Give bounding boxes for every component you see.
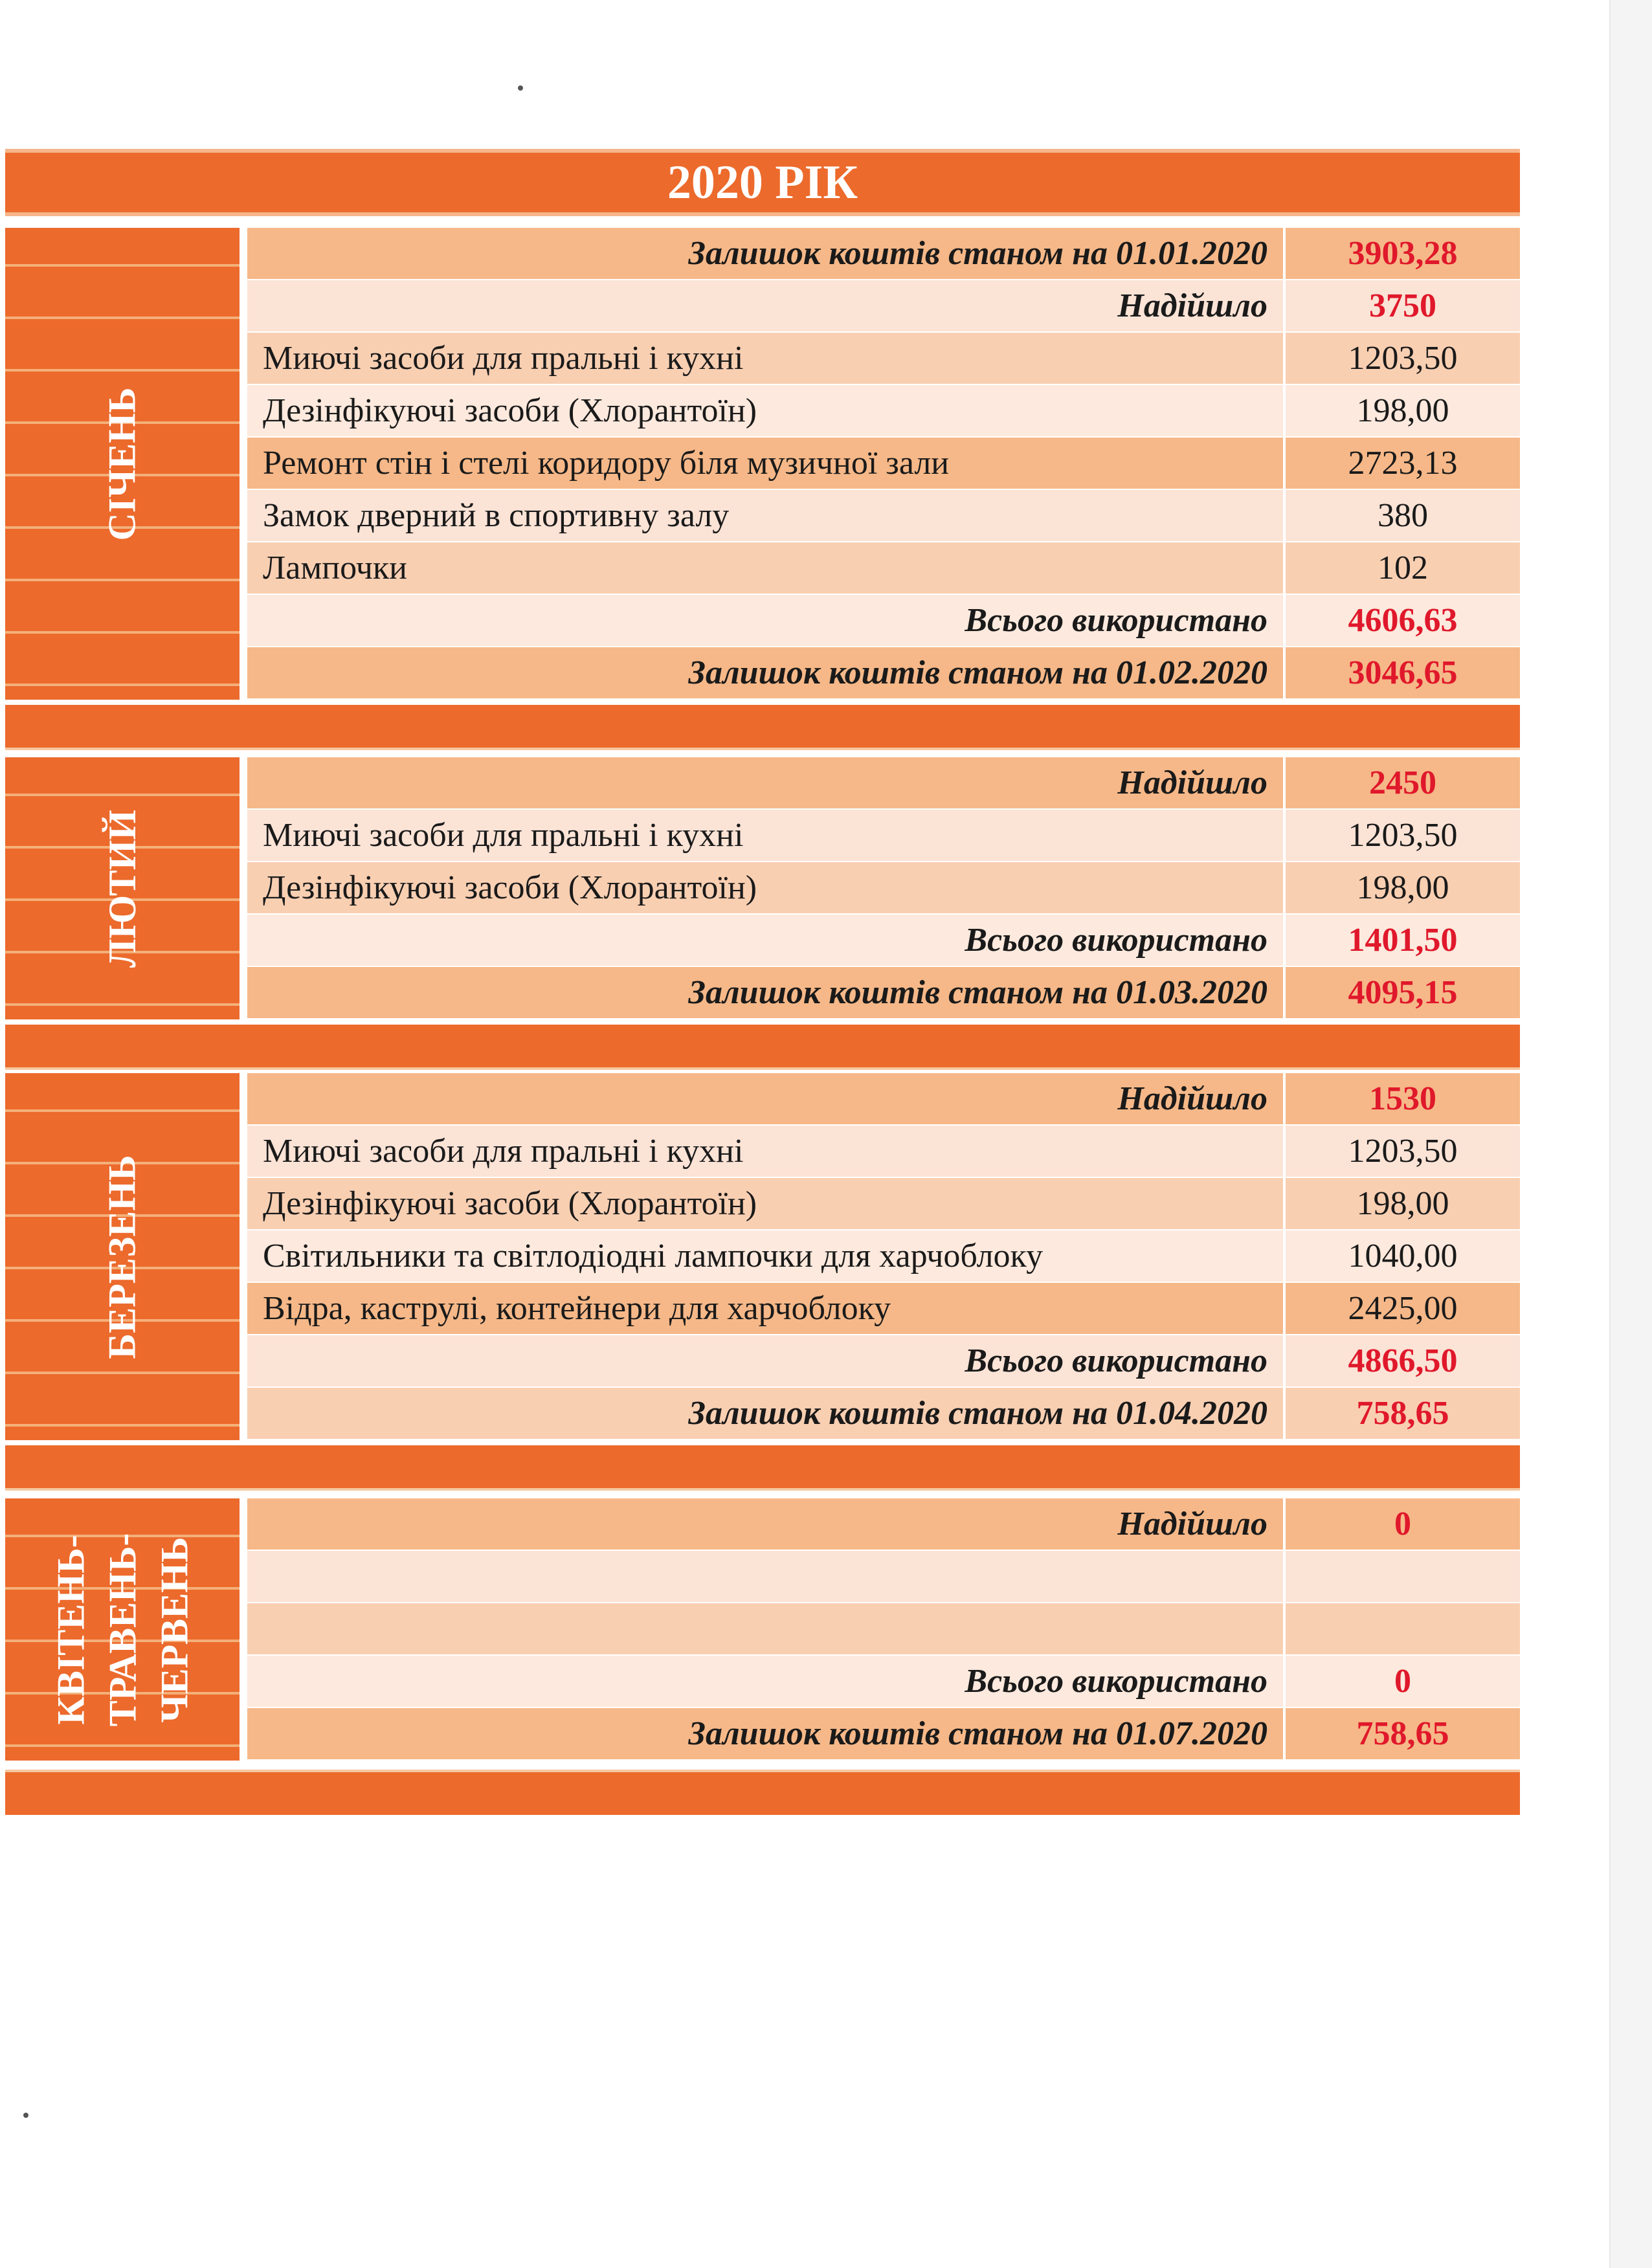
summary-row xyxy=(247,1656,1520,1708)
row-value: 1530 xyxy=(1369,1080,1436,1117)
month-cell xyxy=(5,1073,240,1440)
row-label: Дезінфікуючі засоби (Хлорантоїн) xyxy=(247,1178,1286,1229)
row-label: Ремонт стін і стелі коридору біля музичної зали xyxy=(247,438,1286,489)
row-value: 198,00 xyxy=(1356,392,1449,429)
row-value: 380 xyxy=(1378,497,1428,534)
section-divider xyxy=(5,705,1520,750)
row-label: Залишок коштів станом на 01.03.2020 xyxy=(247,967,1286,1018)
month-label: СІЧЕНЬ xyxy=(100,386,144,541)
scan-speck xyxy=(518,85,523,91)
summary-row xyxy=(247,1498,1520,1551)
row-label: Замок дверний в спортивну залу xyxy=(247,490,1286,541)
row-group xyxy=(247,1498,1520,1761)
row-value: 1203,50 xyxy=(1348,817,1458,854)
row-label: Залишок коштів станом на 01.07.2020 xyxy=(247,1708,1286,1759)
row-group xyxy=(247,1073,1520,1440)
row-value: 1203,50 xyxy=(1348,1133,1458,1170)
expense-row xyxy=(247,810,1520,862)
month-label: БЕРЕЗЕНЬ xyxy=(101,1154,144,1359)
expense-row xyxy=(247,438,1520,490)
row-label: Залишок коштів станом на 01.02.2020 xyxy=(247,647,1286,698)
row-value: 758,65 xyxy=(1356,1715,1449,1752)
expense-row xyxy=(247,1126,1520,1178)
row-value: 758,65 xyxy=(1356,1395,1449,1432)
row-value: 0 xyxy=(1394,1506,1411,1542)
row-label: Світильники та світлодіодні лампочки для харчоблоку xyxy=(247,1230,1286,1282)
summary-row xyxy=(247,1335,1520,1388)
row-value: 3046,65 xyxy=(1348,654,1458,691)
row-value: 198,00 xyxy=(1356,869,1449,906)
expense-row xyxy=(247,490,1520,542)
expense-row xyxy=(247,1551,1520,1603)
row-value xyxy=(1286,1603,1520,1654)
row-value: 0 xyxy=(1394,1663,1411,1700)
row-label: Всього використано xyxy=(247,595,1286,646)
month-cell xyxy=(5,1498,240,1761)
expense-row xyxy=(247,542,1520,595)
row-label: Надійшло xyxy=(247,757,1286,808)
summary-row xyxy=(247,915,1520,967)
row-label: Залишок коштів станом на 01.04.2020 xyxy=(247,1388,1286,1439)
expense-row xyxy=(247,862,1520,915)
expense-row xyxy=(247,333,1520,385)
expense-row xyxy=(247,385,1520,438)
month-section xyxy=(5,228,1520,700)
row-value: 4606,63 xyxy=(1348,602,1458,639)
row-label: Надійшло xyxy=(247,1073,1286,1124)
row-label: Відра, каструлі, контейнери для харчоблоку xyxy=(247,1283,1286,1334)
expense-row xyxy=(247,1283,1520,1335)
scan-edge xyxy=(1609,0,1652,2268)
row-label: Миючі засоби для пральні і кухні xyxy=(247,810,1286,861)
summary-row xyxy=(247,280,1520,333)
row-value: 198,00 xyxy=(1356,1185,1449,1222)
month-section xyxy=(5,1498,1520,1761)
row-value: 2425,00 xyxy=(1348,1290,1458,1327)
row-value: 1203,50 xyxy=(1348,340,1458,377)
month-label: ЛЮТИЙ xyxy=(100,809,144,968)
month-label: КВІТЕНЬ- ТРАВЕНЬ- ЧЕРВЕНЬ xyxy=(49,1533,195,1726)
summary-row xyxy=(247,595,1520,647)
scan-speck xyxy=(23,2113,28,2118)
row-value: 1040,00 xyxy=(1348,1238,1458,1274)
row-value: 3750 xyxy=(1369,287,1436,324)
row-value xyxy=(1286,1551,1520,1602)
summary-row xyxy=(247,228,1520,280)
summary-row xyxy=(247,647,1520,700)
row-label: Миючі засоби для пральні і кухні xyxy=(247,1126,1286,1177)
row-label: Залишок коштів станом на 01.01.2020 xyxy=(247,228,1286,279)
row-value: 102 xyxy=(1378,550,1428,586)
row-group xyxy=(247,228,1520,700)
summary-row xyxy=(247,1708,1520,1761)
section-divider xyxy=(5,1445,1520,1491)
row-label: Миючі засоби для пральні і кухні xyxy=(247,333,1286,384)
month-cell xyxy=(5,228,240,700)
row-label xyxy=(247,1603,1286,1654)
row-value: 3903,28 xyxy=(1348,235,1458,272)
section-divider xyxy=(5,1025,1520,1070)
row-group xyxy=(247,757,1520,1019)
row-value: 2723,13 xyxy=(1348,445,1458,482)
month-section xyxy=(5,757,1520,1019)
row-label: Всього використано xyxy=(247,1656,1286,1707)
summary-row xyxy=(247,1388,1520,1440)
row-label: Лампочки xyxy=(247,542,1286,594)
row-label: Всього використано xyxy=(247,915,1286,966)
expense-row xyxy=(247,1230,1520,1283)
row-label: Надійшло xyxy=(247,280,1286,331)
month-cell xyxy=(5,757,240,1019)
row-label xyxy=(247,1551,1286,1602)
row-label: Всього використано xyxy=(247,1335,1286,1386)
summary-row xyxy=(247,757,1520,810)
table-title: 2020 РІК xyxy=(5,149,1520,216)
row-value: 2450 xyxy=(1369,764,1436,801)
summary-row xyxy=(247,967,1520,1019)
table-bottom-bar xyxy=(5,1770,1520,1815)
row-label: Дезінфікуючі засоби (Хлорантоїн) xyxy=(247,862,1286,913)
row-value: 4866,50 xyxy=(1348,1342,1458,1379)
row-value: 1401,50 xyxy=(1348,922,1458,959)
row-value: 4095,15 xyxy=(1348,974,1458,1011)
expense-row xyxy=(247,1603,1520,1656)
month-section xyxy=(5,1073,1520,1440)
summary-row xyxy=(247,1073,1520,1126)
row-label: Надійшло xyxy=(247,1498,1286,1550)
row-label: Дезінфікуючі засоби (Хлорантоїн) xyxy=(247,385,1286,436)
expense-row xyxy=(247,1178,1520,1230)
